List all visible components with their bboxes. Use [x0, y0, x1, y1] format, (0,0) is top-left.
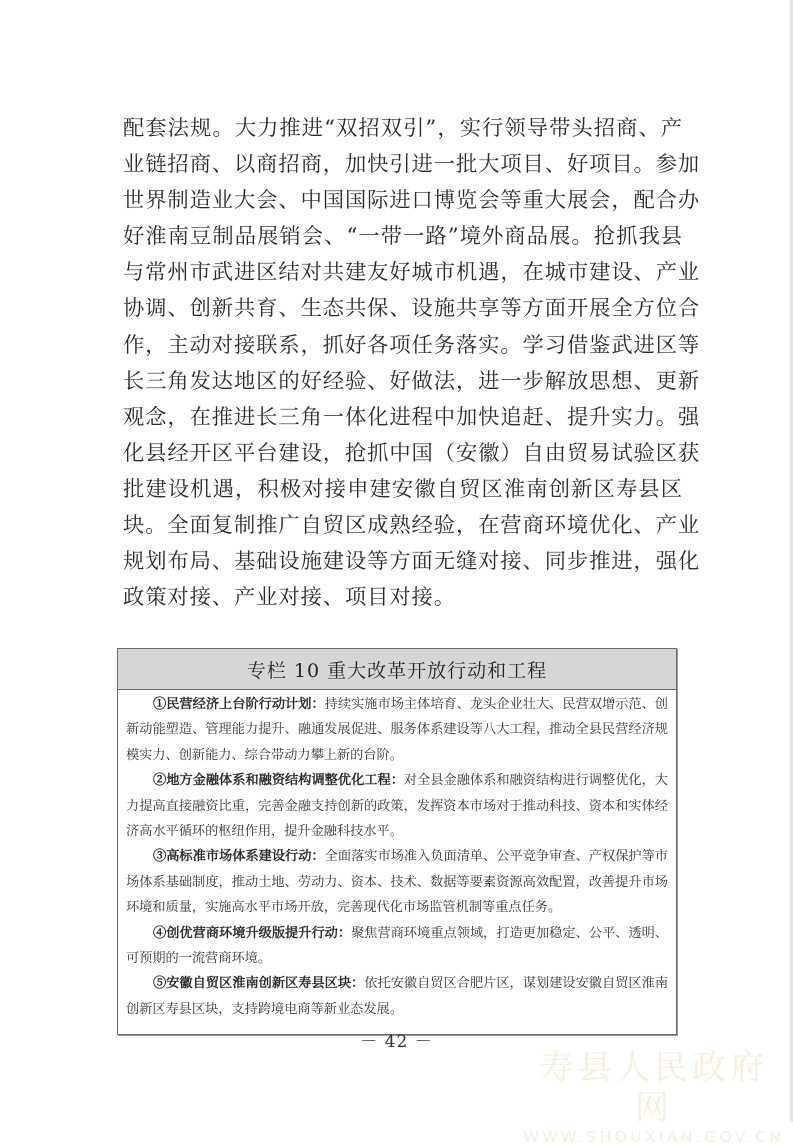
- feature-item: [126, 844, 668, 920]
- body-line: 世界制造业大会、中国国际进口博览会等重大展会，配合办: [123, 188, 701, 214]
- watermark-site-name: 寿县人民政府网: [540, 1048, 768, 1128]
- feature-item-line: [126, 971, 668, 996]
- body-line: 协调、创新共育、生态共保、设施共享等方面开展全方位合: [123, 296, 701, 322]
- feature-item-lead: ②地方金融体系和融资结构调整优化工程：: [153, 773, 404, 789]
- body-line: 批建设机遇，积极对接申建安徽自贸区淮南创新区寿县区: [123, 476, 683, 502]
- feature-item: [126, 971, 668, 1022]
- feature-item-line: 模实力、创新能力、综合带动力攀上新的台阶。: [126, 747, 403, 763]
- page-number: － 42 －: [360, 1032, 433, 1052]
- feature-item-text: 持续实施市场主体培育、龙头企业壮大、民营双增示范、创: [324, 697, 668, 712]
- feature-box: [117, 648, 677, 1035]
- feature-item-line: [126, 844, 668, 869]
- feature-item-lead: ①民营经济上台阶行动计划：: [153, 697, 325, 712]
- body-line: 作，主动对接联系，抓好各项任务落实。学习借鉴武进区等: [123, 332, 701, 358]
- feature-item-line: 可预期的一流营商环境。: [126, 951, 272, 967]
- body-line: 化县经开区平台建设，抢抓中国（安徽）自由贸易试验区获: [123, 440, 701, 466]
- feature-item: [126, 921, 668, 972]
- feature-item-text: 聚焦营商环境重点领域，打造更加稳定、公平、透明、: [351, 925, 669, 941]
- body-paragraph: [123, 111, 701, 616]
- body-line: 业链招商、以商招商，加快引进一批大项目、好项目。参加: [123, 152, 701, 178]
- feature-box-body: [118, 690, 676, 1022]
- feature-item-line: [126, 692, 668, 717]
- feature-item-line: 济高水平循环的枢纽作用，提升金融科技水平。: [126, 824, 403, 840]
- feature-item-line: 环境和质量，实施高水平市场开放，完善现代化市场监管机制等重点任务。: [126, 900, 562, 916]
- watermark: [523, 1048, 785, 1146]
- feature-item-line: 力提高直接融资比重，完善金融支持创新的政策，发挥资本市场对于推动科技、资本和实体经: [126, 798, 668, 814]
- body-line: 配套法规。大力推进“双招双引”，实行领导带头招商、产: [123, 116, 683, 141]
- feature-item-line: [126, 768, 668, 793]
- feature-item-text: 全面落实市场准入负面清单、公平竞争审查、产权保护等市: [324, 849, 668, 865]
- body-line: 规划布局、基础设施建设等方面无缝对接、同步推进，强化: [123, 549, 701, 575]
- feature-item-lead: ③高标准市场体系建设行动：: [153, 849, 325, 865]
- body-line: 与常州市武进区结对共建友好城市机遇，在城市建设、产业: [123, 260, 701, 286]
- body-line: 长三角发达地区的好经验、好做法，进一步解放思想、更新: [123, 368, 701, 394]
- feature-item-lead: ④创优营商环境升级版提升行动：: [153, 925, 352, 941]
- feature-item: [126, 692, 668, 768]
- feature-item-text: 对全县金融体系和融资结构进行调整优化，大: [403, 773, 668, 789]
- body-line: 政策对接、产业对接、项目对接。: [123, 585, 456, 611]
- feature-item-line: [126, 921, 668, 946]
- feature-box-title: 专栏 10 重大改革开放行动和工程: [118, 649, 676, 690]
- feature-item: [126, 768, 668, 844]
- watermark-site-url: WWW.SHOUXIAN.GOV.CN: [523, 1128, 785, 1146]
- feature-item-line: 新动能塑造、管理能力提升、融通发展促进、服务体系建设等八大工程，推动全县民营经济规: [126, 722, 668, 738]
- body-line: 观念，在推进长三角一体化进程中加快追赶、提升实力。强: [123, 404, 701, 430]
- feature-item-text: 依托安徽自贸区合肥片区，谋划建设安徽自贸区淮南: [364, 976, 669, 992]
- feature-item-line: 创新区寿县区块，支持跨境电商等新业态发展。: [126, 1001, 403, 1017]
- body-line: 块。全面复制推广自贸区成熟经验，在营商环境优化、产业: [123, 513, 701, 539]
- feature-item-line: 场体系基础制度，推动土地、劳动力、资本、技术、数据等要素资源高效配置，改善提升市场: [126, 874, 668, 890]
- feature-item-lead: ⑤安徽自贸区淮南创新区寿县区块：: [153, 976, 365, 992]
- body-line: 好淮南豆制品展销会、“一带一路”境外商品展。抢抓我县: [123, 224, 683, 250]
